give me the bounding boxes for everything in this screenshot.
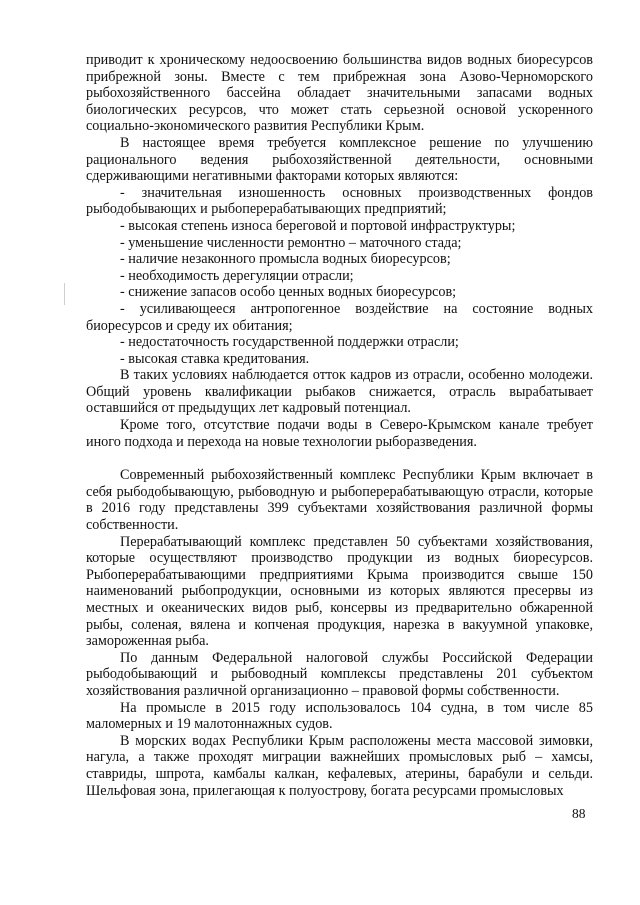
list-item-anthropogenic: - усиливающееся антропогенное воздействие на состояние водных биоресурсов и среду их обитания; (86, 300, 593, 334)
list-item-credit-rate: - высокая ставка кредитования. (120, 350, 310, 367)
paragraph-tax-service: По данным Федеральной налоговой службы Российской Федерации рыбодобывающий и рыбоводный комплексы представлены 201 субъектом хозяйствования различной организационно – правовой формы собственности. (86, 649, 593, 699)
list-item-deregulation: - необходимость дерегуляции отрасли; (120, 267, 354, 284)
list-item-brood-stock: - уменьшение численности ремонтно – маточного стада; (120, 234, 462, 251)
paragraph-canal: Кроме того, отсутствие подачи воды в Северо-Крымском канале требует иного подхода и перехода на новые технологии рыборазведения. (86, 417, 593, 450)
paragraph-staff-outflow: В таких условиях наблюдается отток кадров из отрасли, особенно молодежи. Общий уровень квалификации рыбаков снижается, отрасль вырабатывает оставшийся от предыдущих лет кадровый потенциал. (86, 367, 593, 417)
list-item-illegal-fishing: - наличие незаконного промысла водных биоресурсов; (120, 251, 451, 268)
paragraph-complex: Современный рыбохозяйственный комплекс Республики Крым включает в себя рыбодобывающую, рыбоводную и рыбоперерабатывающую отрасли, которые в 2016 году представлены 399 субъектами хозяйствования различной формы собственности. (86, 467, 593, 534)
paragraph-vessels: На промысле в 2015 году использовалось 104 судна, в том числе 85 маломерных и 19 малотоннажных судов. (86, 699, 593, 733)
paragraph-continuation: приводит к хроническому недоосвоению большинства видов водных биоресурсов прибрежной зоны. Вместе с тем прибрежная зона Азово-Черноморского рыбохозяйственного бассейна обладает значительными запасами водных биологических ресурсов, что может стать серьезной основой ускоренного социально-экономического развития Республики Крым. (86, 52, 593, 135)
paragraph-processing: Перерабатывающий комплекс представлен 50 субъектами хозяйствования, которые осуществляют производство продукции из водных биоресурсов. Рыбоперерабатывающими предприятиями Крыма производится свыше 150 наименований рыбопродукции, основными из которых являются пресервы из местных и океанических видов рыб, консервы из предварительно обжаренной рыбы, соленая, вялена и копченая продукция, нарезка в вакуумной упаковке, замороженная рыба. (86, 533, 593, 650)
paragraph-spacer (86, 450, 593, 467)
list-item-stock-decline: - снижение запасов особо ценных водных биоресурсов; (120, 284, 457, 301)
list-item-state-support: - недостаточность государственной поддержки отрасли; (120, 334, 459, 351)
page-number: 88 (572, 806, 586, 821)
list-item-infrastructure: - высокая степень износа береговой и портовой инфраструктуры; (120, 217, 516, 234)
list-item-worn-funds: - значительная изношенность основных производственных фондов рыбодобывающих и рыбоперерабатывающих предприятий; (86, 184, 593, 218)
scan-artifact-mark (64, 283, 65, 305)
paragraph-sea-waters: В морских водах Республики Крым расположены места массовой зимовки, нагула, а также проходят миграции важнейших промысловых рыб – хамсы, ставриды, шпрота, камбалы калкан, кефалевых, атерины, барабули и сельди. Шельфовая зона, прилегающая к полуострову, богата ресурсами промысловых (86, 732, 593, 799)
body-text (86, 52, 593, 799)
paragraph-factors-intro: В настоящее время требуется комплексное решение по улучшению рационального ведения рыбохозяйственной деятельности, основными сдерживающими негативными факторами которых являются: (86, 134, 593, 185)
